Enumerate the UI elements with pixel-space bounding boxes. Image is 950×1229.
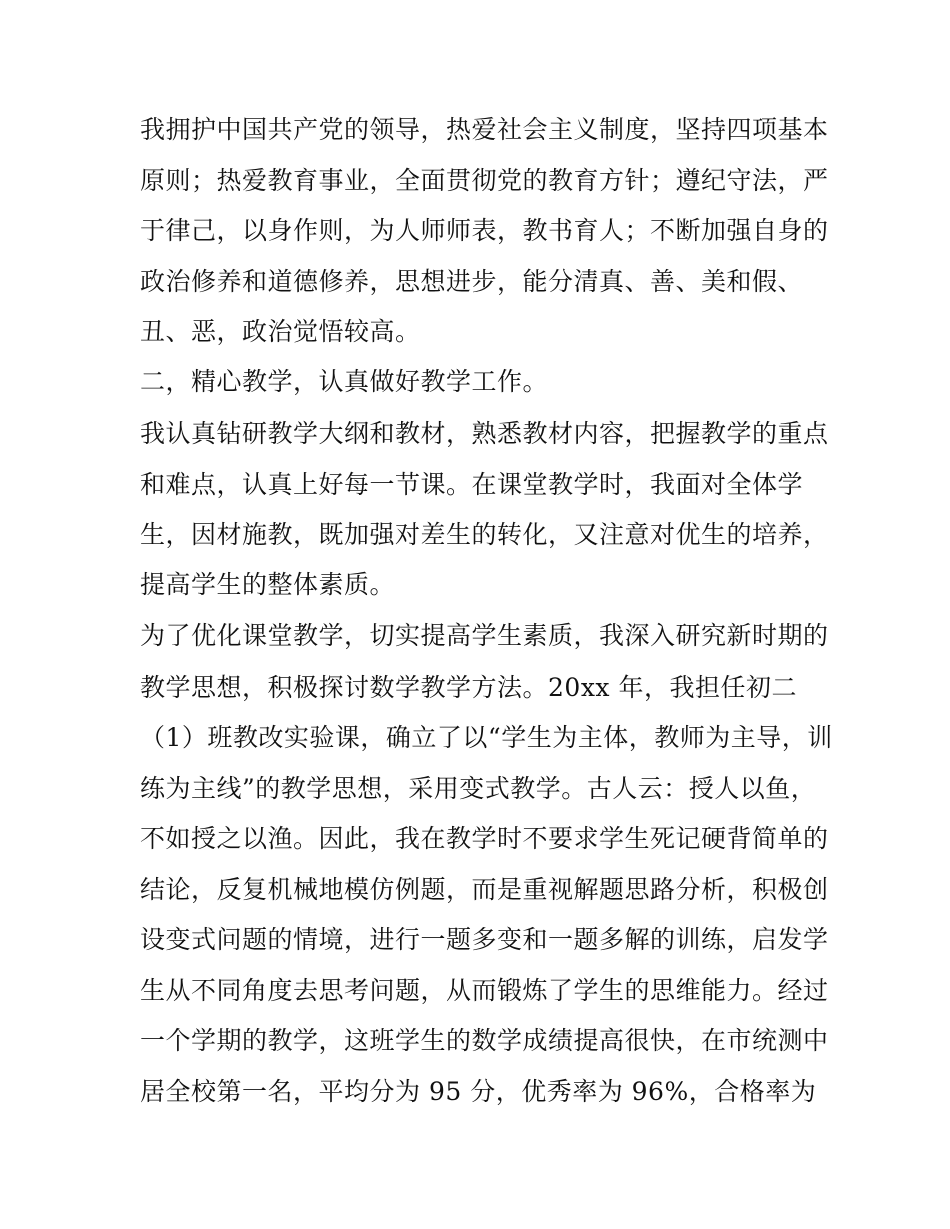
text-line: 一个学期的教学，这班学生的数学成绩提高很快，在市统测中 [140, 1026, 829, 1055]
text-line: （1）班教改实验课，确立了以“学生为主体，教师为主导，训 [140, 723, 833, 752]
text-line: 设变式问题的情境，进行一题多变和一题多解的训练，启发学 [140, 925, 829, 954]
text-line: 于律己，以身作则，为人师师表，教书育人；不断加强自身的 [140, 216, 829, 245]
text-line: 我拥护中国共产党的领导，热爱社会主义制度，坚持四项基本 [140, 115, 829, 144]
text-line: 生，因材施教，既加强对差生的转化，又注意对优生的培养， [140, 520, 829, 549]
text-line: 结论，反复机械地模仿例题，而是重视解题思路分析，积极创 [140, 875, 829, 904]
text-line: 我认真钻研教学大纲和教材，熟悉教材内容，把握教学的重点 [140, 419, 829, 448]
text-line: 和难点，认真上好每一节课。在课堂教学时，我面对全体学 [140, 470, 804, 499]
text-line: 丑、恶，政治觉悟较高。 [140, 317, 421, 346]
text-line: 居全校第一名，平均分为 95 分，优秀率为 96%，合格率为 [140, 1077, 817, 1106]
text-line: 不如授之以渔。因此，我在教学时不要求学生死记硬背简单的 [140, 824, 829, 853]
text-line: 原则；热爱教育事业，全面贯彻党的教育方针；遵纪守法，严 [140, 166, 829, 195]
text-line: 为了优化课堂教学，切实提高学生素质，我深入研究新时期的 [140, 621, 829, 650]
text-line: 教学思想，积极探讨数学教学方法。20xx 年，我担任初二 [140, 673, 797, 702]
text-line: 生从不同角度去思考问题，从而锻炼了学生的思维能力。经过 [140, 976, 829, 1005]
text-line: 提高学生的整体素质。 [140, 570, 396, 599]
text-line: 练为主线”的教学思想，采用变式教学。古人云：授人以鱼， [140, 774, 817, 803]
section-heading: 二，精心教学，认真做好教学工作。 [140, 367, 549, 396]
text-line: 政治修养和道德修养，思想进步，能分清真、善、美和假、 [140, 267, 804, 296]
